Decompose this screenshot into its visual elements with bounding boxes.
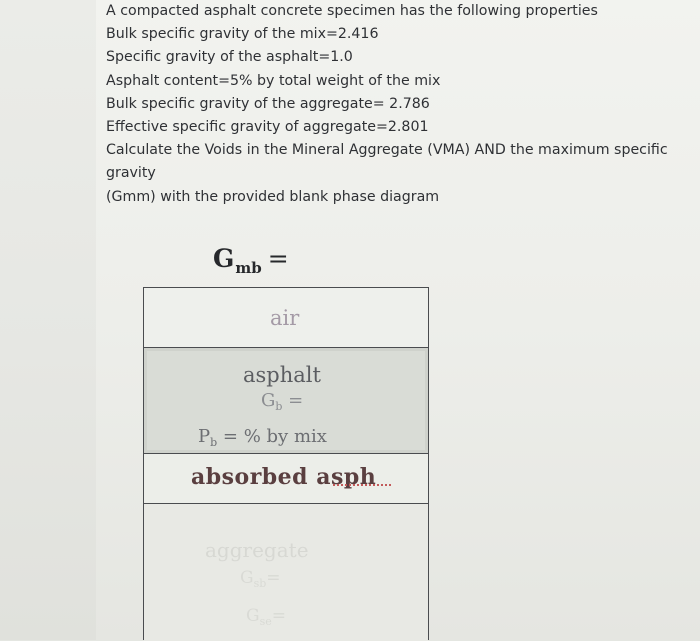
gse-symbol: G [246,606,260,626]
gmb-heading [213,244,289,277]
gsb-symbol: G [240,568,254,588]
gb-subscript: b [275,400,283,413]
pb-symbol: P [198,426,211,447]
gse-subscript: se [259,615,272,628]
gb-symbol: G [261,390,276,411]
aggregate-label: aggregate [205,538,309,562]
problem-line: Effective specific gravity of aggregate=2.801 [106,119,429,136]
problem-line: Asphalt content=5% by total weight of the mix [106,72,441,89]
pb-label [198,426,327,447]
asphalt-label: asphalt [243,363,321,387]
pb-subscript: b [210,436,218,449]
asphalt-phase [144,348,428,454]
gse-label [246,606,286,626]
gmb-equals: = [267,244,289,273]
pb-text: = % by mix [222,426,327,447]
absorbed-asphalt-label: absorbed asph [191,464,377,490]
problem-statement [106,0,686,209]
spellcheck-underline [333,481,391,486]
problem-line: Specific gravity of the asphalt=1.0 [106,49,353,66]
absorbed-asphalt-phase [144,454,428,504]
gsb-subscript: sb [253,577,267,590]
gmb-symbol: G [213,244,235,273]
gb-label [261,390,303,411]
gsb-equals: = [266,568,281,588]
problem-line: Bulk specific gravity of the aggregate= 2.786 [106,95,430,112]
phase-diagram [143,287,429,640]
problem-line: A compacted asphalt concrete specimen has the following properties [106,3,598,19]
problem-line: gravity [106,165,156,182]
air-label: air [270,306,300,330]
problem-line: Bulk specific gravity of the mix=2.416 [106,26,379,43]
gse-equals: = [271,606,286,626]
gsb-label [240,568,281,588]
problem-line: Calculate the Voids in the Mineral Aggregate (VMA) AND the maximum specific [106,142,668,159]
aggregate-phase [144,504,428,641]
gb-equals: = [288,390,304,411]
gmb-subscript: mb [235,259,262,277]
problem-line: (Gmm) with the provided blank phase diagram [106,188,440,205]
air-phase [144,288,428,348]
